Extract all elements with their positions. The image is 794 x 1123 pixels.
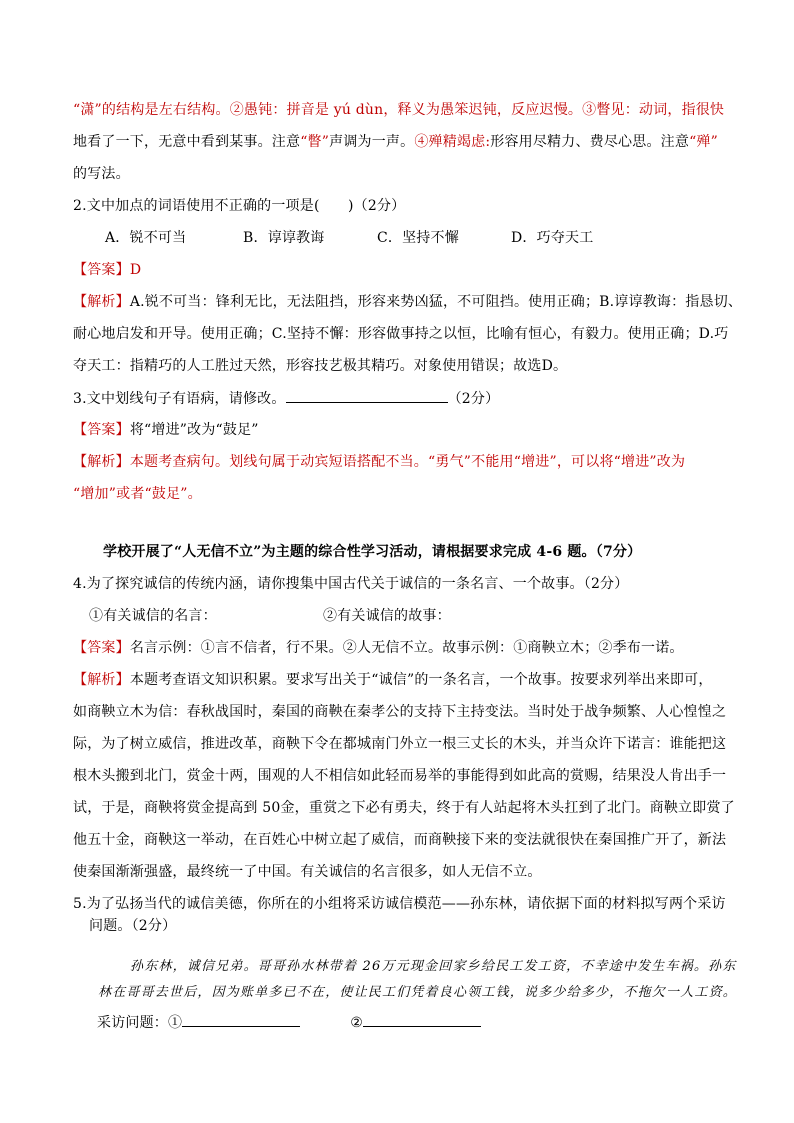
subitem-1: ①有关诚信的名言： bbox=[89, 608, 217, 624]
highlight-segment: ④殚精竭虑: bbox=[414, 134, 491, 150]
section-heading: 学校开展了“人无信不立”为主题的综合性学习活动，请根据要求完成 4-6 题。（7分） bbox=[103, 544, 642, 560]
highlight-segment: “殚” bbox=[689, 134, 718, 150]
prompt-label: 采访问题：① bbox=[97, 1015, 183, 1031]
q4-analysis-line-6: 他五十金，商鞅这一举动，在百姓心中树立起了威信，而商鞅接下来的变法就很快在秦国推广开了，新法 bbox=[73, 832, 727, 848]
choice-a: A．锐不可当 bbox=[105, 230, 187, 246]
text-segment: 地看了一下，无意中看到某事。注意 bbox=[73, 134, 301, 150]
highlight-segment: “瞥” bbox=[300, 134, 330, 150]
interview-blank-2[interactable] bbox=[363, 1012, 481, 1027]
q5-interview-prompt bbox=[97, 1012, 481, 1033]
blank-2-label: ② bbox=[350, 1015, 363, 1031]
answer-tag: 【答案】 bbox=[73, 640, 130, 656]
q2-answer bbox=[73, 260, 141, 280]
analysis-tag: 【解析】 bbox=[73, 672, 130, 688]
question-text: 3.文中划线句子有语病，请修改。 bbox=[73, 391, 286, 407]
q2-question: 2.文中加点的词语使用不正确的一项是( )（2分） bbox=[73, 198, 406, 214]
analysis-tag: 【解析】 bbox=[73, 454, 130, 470]
q2-analysis-line-1 bbox=[73, 292, 742, 312]
q1-analysis-line-3: 的写法。 bbox=[73, 166, 130, 182]
q5-question-line-1: 5.为了弘扬当代的诚信美德，你所在的小组将采访诚信模范——孙东林，请依据下面的材料拟写两个采访 bbox=[73, 896, 726, 912]
analysis-tag: 【解析】 bbox=[73, 294, 130, 310]
answer-blank[interactable] bbox=[286, 388, 448, 403]
q2-analysis-line-3: 夺天工：指精巧的人工胜过天然，形容技艺极其精巧。对象使用错误；故选D。 bbox=[73, 358, 568, 374]
q3-analysis-line-2: “增加”或者“鼓足”。 bbox=[73, 486, 202, 502]
text-segment: 形容用尽精力、费尽心思。注意 bbox=[490, 134, 690, 150]
q4-analysis-line-1 bbox=[73, 670, 713, 690]
subitem-2: ②有关诚信的故事： bbox=[323, 608, 451, 624]
answer-tag: 【答案】 bbox=[73, 422, 130, 438]
q4-question: 4.为了探究诚信的传统内涵，请你搜集中国古代关于诚信的一条名言、一个故事。（2分） bbox=[73, 576, 629, 592]
q4-analysis-line-2: 如商鞅立木为信：春秋战国时，秦国的商鞅在秦孝公的支持下主持变法。当时处于战争频繁、人心惶惶之 bbox=[73, 704, 727, 720]
answer-text: 名言示例：①言不信者，行不果。②人无信不立。故事示例：①商鞅立木；②季布一诺。 bbox=[129, 640, 684, 656]
q4-analysis-line-3: 际，为了树立威信，推进改革，商鞅下令在都城南门外立一根三丈长的木头，并当众许下诺言：谁能把这 bbox=[73, 736, 727, 752]
choice-b: B．谆谆教诲 bbox=[243, 230, 325, 246]
q4-subitems bbox=[89, 606, 451, 626]
q2-choices bbox=[105, 228, 593, 248]
analysis-text: A.锐不可当：锋利无比，无法阻挡，形容来势凶猛，不可阻挡。使用正确；B.谆谆教诲：指恳切、 bbox=[129, 294, 743, 310]
q5-material-line-2: 林在哥哥去世后，因为账单多已不在，使让民工们凭着良心领工钱，说多少给多少，不拖欠一人工资。 bbox=[98, 985, 738, 1000]
answer-text: 将“增进”改为“鼓足” bbox=[129, 422, 259, 438]
q5-material-line-1: 孙东林，诚信兄弟。哥哥孙水林带着 26万元现金回家乡给民工发工资，不幸途中发生车祸。孙东 bbox=[130, 959, 737, 974]
interview-blank-1[interactable] bbox=[182, 1012, 300, 1027]
q1-analysis-line-2 bbox=[73, 132, 718, 152]
choice-c: C．坚持不懈 bbox=[377, 230, 459, 246]
q3-analysis-line-1 bbox=[73, 452, 685, 472]
q3-question bbox=[73, 388, 499, 409]
q4-analysis-line-5: 试，于是，商鞅将赏金提高到 50金，重赏之下必有勇夫，终于有人站起将木头扛到了北门。商鞅立即赏了 bbox=[73, 800, 735, 816]
analysis-text: 本题考查病句。划线句属于动宾短语搭配不当。“勇气”不能用“增进”，可以将“增进”改为 bbox=[129, 454, 686, 470]
text-segment: 声调为一声。 bbox=[329, 134, 415, 150]
q2-analysis-line-2: 耐心地启发和开导。使用正确；C.坚持不懈：形容做事持之以恒，比喻有恒心，有毅力。使用正确；D.巧 bbox=[73, 326, 729, 342]
q4-analysis-line-4: 根木头搬到北门，赏金十两，围观的人不相信如此轻而易举的事能得到如此高的赏赐，结果没人肯出手一 bbox=[73, 768, 727, 784]
points-text: （2分） bbox=[447, 391, 500, 407]
q4-answer bbox=[73, 638, 684, 658]
answer-tag: 【答案】 bbox=[73, 262, 130, 278]
q1-analysis-line-1: “潇”的结构是左右结构。②愚钝：拼音是 yú dùn，释义为愚笨迟钝，反应迟慢。③瞥见：动词，指很快 bbox=[73, 102, 725, 118]
choice-d: D．巧夺天工 bbox=[511, 230, 594, 246]
q5-question-line-2: 问题。（2分） bbox=[89, 918, 177, 934]
q4-analysis-line-7: 使秦国渐渐强盛，最终统一了中国。有关诚信的名言很多，如人无信不立。 bbox=[73, 864, 542, 880]
q3-answer bbox=[73, 420, 259, 440]
answer-text: D bbox=[129, 262, 142, 278]
analysis-text: 本题考查语文知识积累。要求写出关于“诚信”的一条名言，一个故事。按要求列举出来即可， bbox=[129, 672, 713, 688]
